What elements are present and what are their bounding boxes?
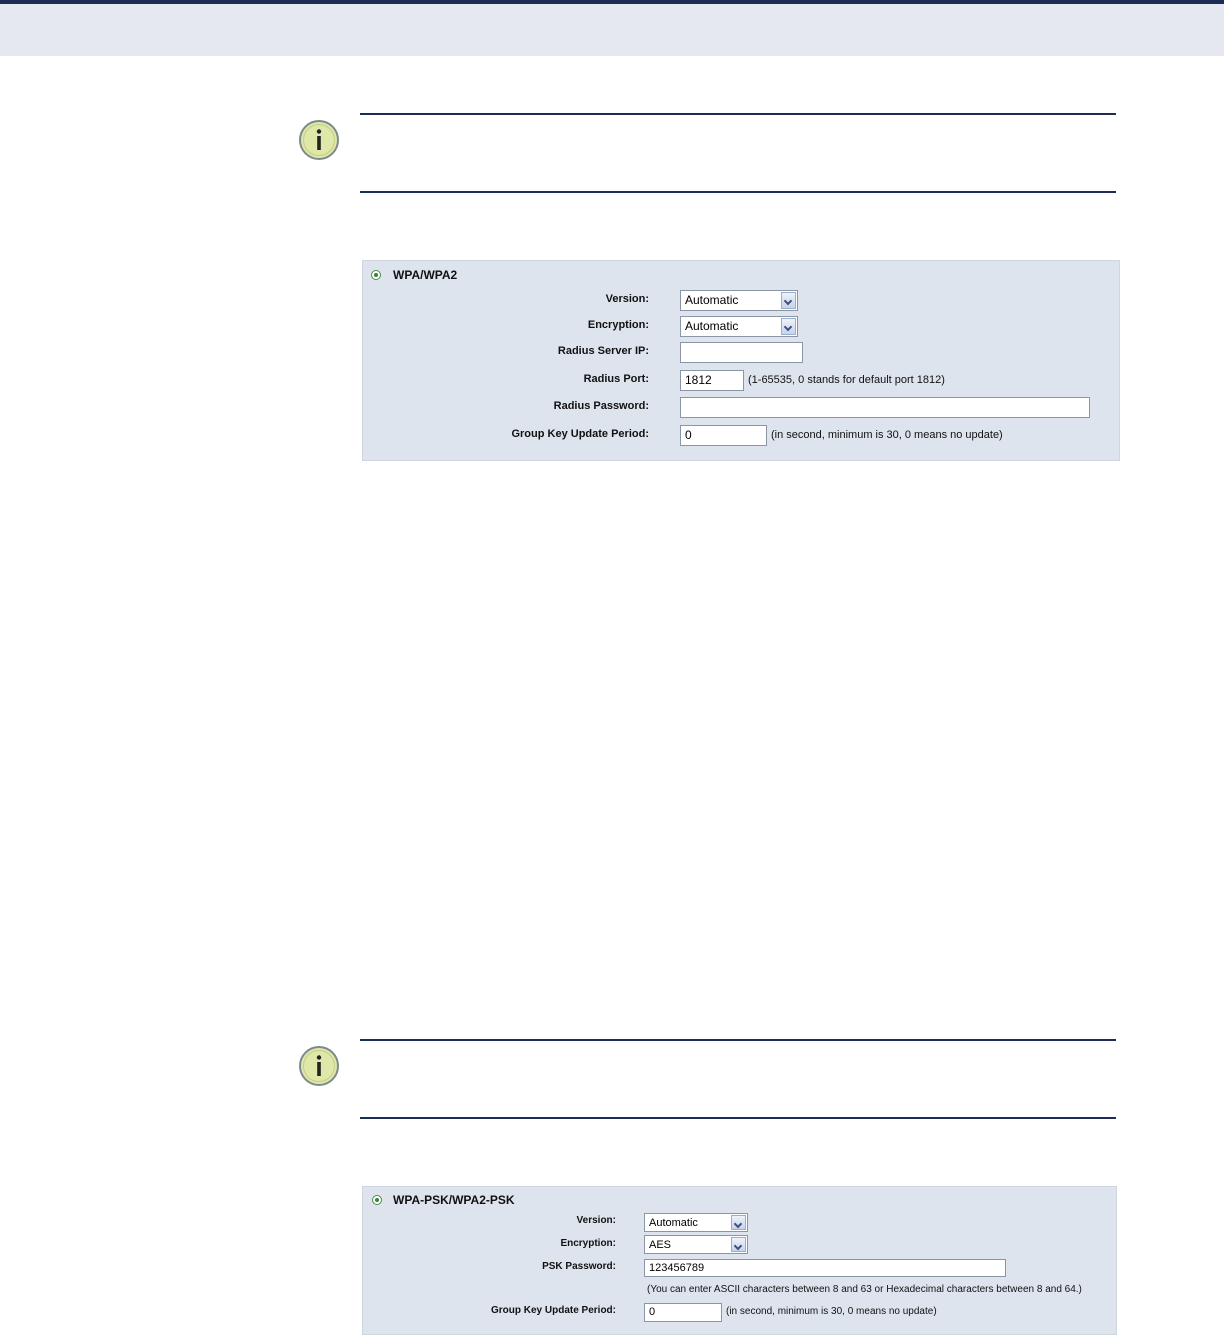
group-key-update-period-hint: (in second, minimum is 30, 0 means no update) [726, 1306, 937, 1317]
group-key-update-period-input[interactable]: 0 [644, 1303, 722, 1322]
radio-selected-icon[interactable] [372, 1195, 382, 1205]
info-icon [298, 119, 340, 161]
version-select[interactable] [644, 1213, 748, 1232]
version-select-value: Automatic [685, 293, 739, 307]
note-block [298, 113, 1116, 193]
radio-selected-icon[interactable] [371, 270, 381, 280]
wpa-wpa2-panel [362, 260, 1120, 461]
note-rule-top [360, 113, 1116, 115]
version-label: Version: [576, 1215, 616, 1226]
chevron-down-icon[interactable] [731, 1215, 746, 1230]
encryption-select[interactable] [680, 316, 798, 337]
note-rule-bottom [360, 191, 1116, 193]
wpa-psk-wpa2-psk-panel [362, 1186, 1117, 1335]
psk-password-hint: (You can enter ASCII characters between 8 and 63 or Hexadecimal characters between 8 and 64.) [647, 1284, 1082, 1295]
chevron-down-icon[interactable] [781, 318, 796, 335]
note-rule-top [360, 1039, 1116, 1041]
chevron-down-icon[interactable] [731, 1237, 746, 1252]
panel-title: WPA/WPA2 [393, 268, 458, 282]
radius-server-ip-label: Radius Server IP: [557, 345, 649, 357]
group-key-update-period-input[interactable]: 0 [680, 425, 767, 446]
encryption-label: Encryption: [560, 1238, 616, 1249]
radius-port-label: Radius Port: [583, 373, 649, 385]
encryption-label: Encryption: [587, 319, 649, 331]
note-rule-bottom [360, 1117, 1116, 1119]
version-select-value: Automatic [649, 1217, 698, 1229]
page-header-band [0, 0, 1224, 56]
psk-password-label: PSK Password: [542, 1261, 616, 1272]
radius-password-label: Radius Password: [553, 400, 649, 412]
encryption-select-value: Automatic [685, 319, 739, 333]
psk-password-input[interactable]: 123456789 [644, 1259, 1006, 1277]
note-block [298, 1039, 1116, 1119]
encryption-select-value: AES [649, 1239, 672, 1251]
radius-port-input[interactable]: 1812 [680, 370, 744, 391]
group-key-update-period-label: Group Key Update Period: [511, 428, 649, 440]
encryption-select[interactable] [644, 1235, 748, 1254]
panel-title: WPA-PSK/WPA2-PSK [393, 1193, 515, 1207]
version-select[interactable] [680, 290, 798, 311]
radius-server-ip-input[interactable] [680, 342, 803, 363]
chevron-down-icon[interactable] [781, 292, 796, 309]
group-key-update-period-hint: (in second, minimum is 30, 0 means no update) [771, 429, 1003, 441]
info-icon [298, 1045, 340, 1087]
radius-port-hint: (1-65535, 0 stands for default port 1812) [748, 374, 945, 386]
group-key-update-period-label: Group Key Update Period: [490, 1305, 616, 1316]
version-label: Version: [605, 293, 649, 305]
radius-password-input[interactable] [680, 397, 1090, 418]
